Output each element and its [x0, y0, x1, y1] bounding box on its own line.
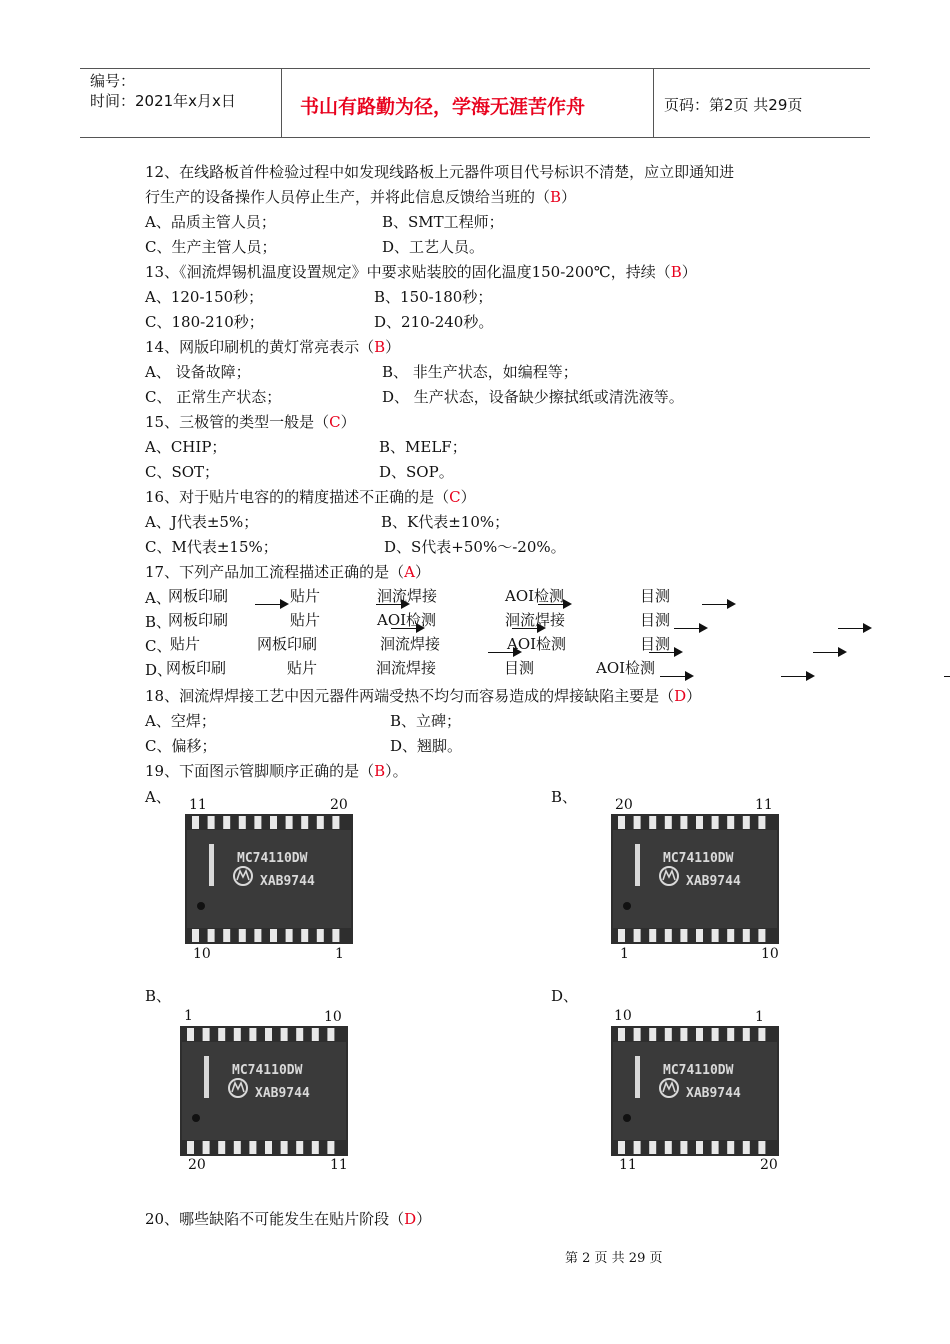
chip-pin-bottom [634, 929, 641, 942]
chip-pin-top [727, 1028, 734, 1041]
q15-option-b: B、MELF； [379, 438, 467, 456]
chip-pin-bottom [203, 1141, 210, 1154]
chip-pin-top [696, 816, 703, 829]
q13-answer: B [670, 263, 682, 281]
chip-pin-top [696, 1028, 703, 1041]
q17-stem: 17、下列产品加工流程描述正确的是（ [145, 563, 405, 581]
q13-text [145, 261, 697, 282]
chip-pin-top [254, 816, 261, 829]
chip-marking-line1: MC74110DW [232, 1063, 303, 1078]
chip-pin-top [712, 1028, 719, 1041]
flow-arrow-icon [781, 671, 815, 681]
flow-arrow-icon [660, 671, 694, 681]
q18-option-d: D、翘脚。 [390, 737, 463, 755]
doc-time-label: 时间：2021年x月x日 [90, 92, 236, 110]
q17-flow-step: 目测 [640, 611, 671, 629]
q12-option-a: A、品质主管人员； [145, 213, 276, 231]
q19-b-pin-bottom-right: 10 [761, 946, 779, 962]
chip-pin-bottom [249, 1141, 256, 1154]
q20-text [145, 1208, 431, 1229]
flow-arrow-icon [255, 599, 289, 609]
chip-pin-top [270, 816, 277, 829]
q17-flow-step: 目测 [640, 635, 671, 653]
header-divider-1 [281, 69, 282, 137]
chip-pin-top [618, 1028, 625, 1041]
q19-chip-image-b [611, 814, 779, 944]
chip-pin-top [286, 816, 293, 829]
q19-d-pin-top-right: 1 [755, 1009, 764, 1025]
q17-row-label: A、 [145, 589, 171, 607]
q16-answer: C [449, 488, 461, 506]
q15-option-a: A、CHIP； [145, 438, 227, 456]
q17-answer: A [404, 563, 415, 581]
chip-pin-bottom [281, 1141, 288, 1154]
q17-flow-step: 贴片 [290, 587, 321, 605]
chip-pin-top [649, 816, 656, 829]
chip-pin-top [665, 816, 672, 829]
q20-close: ） [416, 1210, 432, 1228]
chip-pin-top [758, 1028, 765, 1041]
q15-answer: C [329, 413, 341, 431]
chip-pin-bottom [743, 929, 750, 942]
q19-c-pin-top-left: 1 [184, 1008, 193, 1024]
chip-pin-bottom [187, 1141, 194, 1154]
q14-option-b: B、 非生产状态，如编程等； [382, 363, 578, 381]
q16-text [145, 486, 476, 507]
q16-close: ） [460, 488, 476, 506]
header-motto: 书山有路勤为径，学海无涯苦作舟 [300, 96, 586, 118]
chip-stripe [204, 1056, 209, 1098]
chip-marking-line2: XAB9744 [255, 1086, 310, 1101]
q17-flow-step: 目测 [504, 659, 535, 677]
chip-pin-top [327, 1028, 334, 1041]
q13-stem: 13、《洄流焊锡机温度设置规定》中要求贴装胶的固化温度150-200℃，持续（ [145, 263, 671, 281]
q17-close: ） [414, 563, 430, 581]
chip-pin-top [296, 1028, 303, 1041]
q16-option-b: B、K代表±10%； [381, 513, 510, 531]
q17-flow-step: 网板印刷 [168, 587, 229, 605]
q19-chip-image-c [180, 1026, 348, 1156]
chip-stripe [209, 844, 214, 886]
q17-flow-step: 洄流焊接 [377, 587, 438, 605]
q19-a-pin-top-left: 11 [189, 797, 207, 813]
chip-pin-top [634, 816, 641, 829]
q19-d-pin-bottom-left: 11 [619, 1157, 637, 1173]
q20-stem: 20、哪些缺陷不可能发生在贴片阶段（ [145, 1210, 405, 1228]
q17-flow-step: 网板印刷 [168, 611, 229, 629]
chip-pin-bottom [712, 929, 719, 942]
chip-pin-bottom [758, 929, 765, 942]
q13-option-c: C、180-210秒； [145, 313, 264, 331]
q13-option-b: B、150-180秒； [374, 288, 493, 306]
chip-pin-bottom [634, 1141, 641, 1154]
chip-pin-bottom [312, 1141, 319, 1154]
q17-flow-step: 贴片 [170, 635, 201, 653]
q17-flow-step: 网板印刷 [257, 635, 318, 653]
q19-c-pin-bottom-right: 11 [330, 1157, 348, 1173]
chip-pin-bottom [696, 1141, 703, 1154]
chip-pin-top [758, 816, 765, 829]
chip-pin-top [208, 816, 215, 829]
chip-pin-bottom [712, 1141, 719, 1154]
chip-pin-top [618, 816, 625, 829]
q18-answer: D [674, 687, 687, 705]
chip-pin-top [218, 1028, 225, 1041]
q12-close: ） [561, 188, 577, 206]
q19-option-label-4: D、 [551, 987, 579, 1005]
q19-d-pin-top-left: 10 [614, 1008, 632, 1024]
q13-close: ） [681, 263, 697, 281]
chip-pin-bottom [618, 1141, 625, 1154]
chip-pin-top [223, 816, 230, 829]
pin1-dot-icon [197, 902, 205, 910]
q17-flow-step: 网板印刷 [166, 659, 227, 677]
chip-pin-bottom [743, 1141, 750, 1154]
chip-pin-top [743, 816, 750, 829]
q14-close: ） [385, 338, 401, 356]
chip-marking-line1: MC74110DW [663, 1063, 734, 1078]
flow-arrow-icon [944, 671, 950, 681]
chip-pin-bottom [727, 929, 734, 942]
q17-flow-step: 贴片 [290, 611, 321, 629]
q12-option-d: D、工艺人员。 [382, 238, 485, 256]
q12-option-c: C、生产主管人员； [145, 238, 277, 256]
q16-option-c: C、M代表±15%； [145, 538, 278, 556]
q18-option-a: A、空焊； [145, 712, 216, 730]
chip-marking-line1: MC74110DW [663, 851, 734, 866]
pin1-dot-icon [192, 1114, 200, 1122]
q15-text [145, 411, 356, 432]
chip-pin-top [249, 1028, 256, 1041]
q18-stem: 18、洄流焊焊接工艺中因元器件两端受热不均匀而容易造成的焊接缺陷主要是（ [145, 687, 675, 705]
q12-answer: B [550, 188, 562, 206]
chip-marking-line2: XAB9744 [686, 1086, 741, 1101]
q17-row-label: B、 [145, 613, 172, 631]
flow-arrow-icon [838, 623, 872, 633]
q15-option-c: C、SOT； [145, 463, 220, 481]
q19-option-label-1: A、 [145, 788, 171, 806]
q14-text [145, 336, 400, 357]
chip-pin-top [680, 1028, 687, 1041]
q17-flow-step: AOI检测 [507, 635, 567, 653]
q15-option-d: D、SOP。 [379, 463, 454, 481]
q18-close: ） [686, 687, 702, 705]
chip-pin-bottom [234, 1141, 241, 1154]
chip-pin-bottom [317, 929, 324, 942]
chip-pin-bottom [192, 929, 199, 942]
q19-a-pin-top-right: 20 [330, 797, 348, 813]
q13-option-a: A、120-150秒； [145, 288, 264, 306]
page-footer: 第 2 页 共 29 页 [565, 1251, 663, 1266]
q19-stem: 19、下面图示管脚顺序正确的是（ [145, 762, 375, 780]
q19-a-pin-bottom-left: 10 [193, 946, 211, 962]
q12-stem: 行生产的设备操作人员停止生产，并将此信息反馈给当班的（ [145, 188, 551, 206]
chip-pin-top [727, 816, 734, 829]
q15-stem: 15、三极管的类型一般是（ [145, 413, 330, 431]
chip-pin-top [332, 816, 339, 829]
q18-option-b: B、立碑； [390, 712, 462, 730]
chip-stripe [635, 844, 640, 886]
doc-number-label: 编号： [90, 72, 136, 90]
q17-text [145, 561, 430, 582]
q17-row-label: C、 [145, 637, 172, 655]
chip-pin-bottom [218, 1141, 225, 1154]
q19-d-pin-bottom-right: 20 [760, 1157, 778, 1173]
chip-stripe [635, 1056, 640, 1098]
chip-pin-bottom [680, 1141, 687, 1154]
chip-marking-line2: XAB9744 [686, 874, 741, 889]
chip-marking-line2: XAB9744 [260, 874, 315, 889]
q19-b-pin-bottom-left: 1 [620, 946, 629, 962]
q16-stem: 16、对于贴片电容的的精度描述不正确的是（ [145, 488, 450, 506]
q19-c-pin-top-right: 10 [324, 1009, 342, 1025]
q18-option-c: C、偏移； [145, 737, 217, 755]
q14-stem: 14、网版印刷机的黄灯常亮表示（ [145, 338, 375, 356]
chip-pin-bottom [223, 929, 230, 942]
q17-flow-step: 目测 [640, 587, 671, 605]
flow-arrow-icon [813, 647, 847, 657]
q17-flow-step: AOI检测 [377, 611, 437, 629]
chip-pin-bottom [332, 929, 339, 942]
q19-close: ）。 [385, 762, 408, 780]
chip-pin-bottom [254, 929, 261, 942]
q19-c-pin-bottom-left: 20 [188, 1157, 206, 1173]
chip-pin-bottom [649, 1141, 656, 1154]
q19-option-label-3: B、 [145, 987, 172, 1005]
q20-answer: D [404, 1210, 417, 1228]
chip-pin-top [712, 816, 719, 829]
q16-option-a: A、J代表±5%； [145, 513, 259, 531]
chip-pin-top [239, 816, 246, 829]
q17-row-label: D、 [145, 661, 173, 679]
chip-pin-top [234, 1028, 241, 1041]
header-divider-2 [653, 69, 654, 137]
q19-answer: B [374, 762, 386, 780]
q14-option-a: A、 设备故障； [145, 363, 251, 381]
chip-pin-bottom [208, 929, 215, 942]
q14-answer: B [374, 338, 386, 356]
pin1-dot-icon [623, 1114, 631, 1122]
q12-option-b: B、SMT工程师； [382, 213, 504, 231]
flow-arrow-icon [674, 623, 708, 633]
chip-pin-bottom [665, 1141, 672, 1154]
chip-pin-top [187, 1028, 194, 1041]
chip-pin-bottom [265, 1141, 272, 1154]
chip-pin-bottom [680, 929, 687, 942]
q17-flow-step: 洄流焊接 [505, 611, 566, 629]
q19-chip-image-a [185, 814, 353, 944]
page-counter: 页码：第2页 共29页 [664, 96, 803, 114]
chip-pin-bottom [649, 929, 656, 942]
q17-flow-step: 洄流焊接 [376, 659, 437, 677]
chip-pin-top [665, 1028, 672, 1041]
q16-option-d: D、S代表+50%～-20%。 [384, 538, 566, 556]
q19-text [145, 760, 408, 781]
chip-pin-top [634, 1028, 641, 1041]
q13-option-d: D、210-240秒。 [374, 313, 494, 331]
pin1-dot-icon [623, 902, 631, 910]
chip-pin-bottom [270, 929, 277, 942]
q17-flow-step: AOI检测 [596, 659, 656, 677]
q17-flow-step: 贴片 [287, 659, 318, 677]
q19-b-pin-top-right: 11 [755, 797, 773, 813]
chip-pin-bottom [327, 1141, 334, 1154]
chip-pin-bottom [665, 929, 672, 942]
chip-pin-top [312, 1028, 319, 1041]
chip-pin-top [317, 816, 324, 829]
chip-pin-top [203, 1028, 210, 1041]
chip-pin-top [743, 1028, 750, 1041]
chip-pin-top [281, 1028, 288, 1041]
chip-pin-bottom [239, 929, 246, 942]
q19-option-label-2: B、 [551, 788, 578, 806]
chip-pin-bottom [758, 1141, 765, 1154]
chip-pin-bottom [696, 929, 703, 942]
q15-close: ） [340, 413, 356, 431]
chip-pin-top [265, 1028, 272, 1041]
q12-text-1: 12、在线路板首件检验过程中如发现线路板上元器件项目代号标识不清楚，应立即通知进 [145, 163, 735, 181]
chip-pin-bottom [296, 1141, 303, 1154]
chip-pin-top [301, 816, 308, 829]
q17-flow-step: 洄流焊接 [380, 635, 441, 653]
chip-pin-top [680, 816, 687, 829]
chip-pin-top [649, 1028, 656, 1041]
q19-b-pin-top-left: 20 [615, 797, 633, 813]
q18-text [145, 685, 701, 706]
chip-pin-bottom [727, 1141, 734, 1154]
q19-a-pin-bottom-right: 1 [335, 946, 344, 962]
q12-text-2 [145, 186, 576, 207]
chip-pin-bottom [618, 929, 625, 942]
q17-flow-step: AOI检测 [505, 587, 565, 605]
chip-marking-line1: MC74110DW [237, 851, 308, 866]
q19-chip-image-d [611, 1026, 779, 1156]
flow-arrow-icon [702, 599, 736, 609]
chip-pin-bottom [301, 929, 308, 942]
q14-option-d: D、 生产状态，设备缺少擦拭纸或清洗液等。 [382, 388, 684, 406]
chip-pin-bottom [286, 929, 293, 942]
q14-option-c: C、 正常生产状态； [145, 388, 282, 406]
chip-pin-top [192, 816, 199, 829]
